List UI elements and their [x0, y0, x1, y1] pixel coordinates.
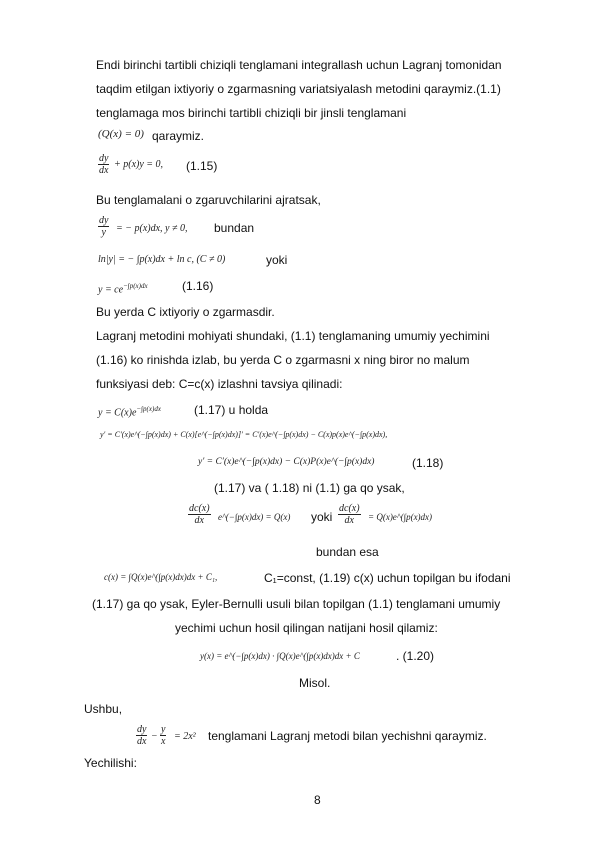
formula-example-minus: −: [151, 731, 158, 742]
formula-log: ln|y| = − ∫p(x)dx + ln c, (C ≠ 0): [98, 254, 226, 265]
formula-1-17-base: y = C(x)e: [98, 407, 137, 419]
text-bundan-esa: bundan esa: [316, 545, 379, 559]
equation-number-1-18: (1.18): [412, 456, 444, 470]
formula-1-19: c(x) = ∫Q(x)e^(∫p(x)dx)dx + C₁,: [104, 572, 218, 582]
page-number: 8: [314, 793, 321, 807]
formula-dc-1: e^(−∫p(x)dx) = Q(x): [218, 512, 291, 522]
fraction-denominator: dx: [194, 515, 204, 526]
fraction-numerator: dc(x): [189, 503, 210, 514]
text-line-20: (1.17) ga qo ysak, Eyler-Bernulli usuli bilan topilgan (1.1) tenglamani umumiy: [92, 597, 501, 611]
text-line-19: C₁=const, (1.19) c(x) uchun topilgan bu ifodani: [264, 571, 511, 585]
formula-1-17-exponent: −∫p(x)dx: [136, 405, 161, 413]
fraction-denominator: y: [101, 227, 106, 238]
heading-misol: Misol.: [299, 676, 331, 690]
fraction-numerator: y: [161, 724, 166, 735]
formula-1-16-exponent: −∫p(x)dx: [123, 282, 148, 290]
formula-example-rhs: = 2x²: [174, 731, 196, 742]
equation-number-1-17: (1.17) u holda: [194, 403, 269, 417]
formula-dc-fraction-1: [188, 503, 211, 526]
text-yechilishi: Yechilishi:: [84, 756, 137, 770]
text-ushbu: Ushbu,: [84, 702, 123, 716]
formula-example-fraction-2: [160, 724, 166, 747]
text-line-1: Endi birinchi tartibli chiziqli tenglamani integrallash uchun Lagranj tomonidan: [96, 58, 502, 72]
text-line-24: tenglamani Lagranj metodi bilan yechishni qaraymiz.: [208, 729, 487, 743]
text-line-16: (1.17) va ( 1.18) ni (1.1) ga qo ysak,: [214, 481, 405, 495]
formula-1-17: [98, 404, 161, 418]
text-yoki-1: yoki: [266, 253, 288, 267]
text-bundan: bundan: [214, 221, 255, 235]
fraction-denominator: x: [161, 736, 166, 747]
fraction-denominator: dx: [137, 736, 147, 747]
formula-separation-fraction: [98, 215, 109, 238]
formula-dc-fraction-2: [338, 503, 361, 526]
fraction-numerator: dc(x): [339, 503, 360, 514]
formula-1-16-base: y = ce: [98, 284, 124, 296]
equation-number-1-16: (1.16): [182, 279, 214, 293]
formula-separation: = − p(x)dx, y ≠ 0,: [116, 223, 188, 234]
text-line-11: Lagranj metodini mohiyati shundaki, (1.1) tenglamaning umumiy yechimini: [96, 329, 490, 343]
text-yoki-2: yoki: [311, 510, 333, 524]
text-line-3: tenglamaga mos birinchi tartibli chiziqli bir jinsli tenglamani: [96, 106, 407, 120]
formula-1-16: [98, 281, 148, 295]
equation-number-1-15: (1.15): [186, 159, 218, 173]
text-line-2: taqdim etilgan ixtiyoriy o zgarmasning variatsiyalash metodini qaraymiz.(1.1): [96, 82, 501, 96]
formula-example-fraction-1: [136, 724, 147, 747]
fraction-numerator: dy: [99, 215, 109, 226]
formula-q-zero: (Q(x) = 0): [98, 128, 144, 140]
text-line-6: Bu tenglamalani o zgaruvchilarini ajratsak,: [96, 193, 321, 207]
text-line-12: (1.16) ko rinishda izlab, bu yerda C o zgarmasni x ning biror no malum: [96, 353, 470, 367]
text-line-21: yechimi uchun hosil qilingan natijani hosil qilamiz:: [175, 621, 438, 635]
text-line-13: funksiyasi deb: C=c(x) izlashni tavsiya qilinadi:: [96, 377, 343, 391]
fraction-denominator: dx: [99, 165, 109, 176]
fraction-numerator: dy: [99, 153, 109, 164]
formula-1-20: y(x) = e^(−∫p(x)dx) · ∫Q(x)e^(∫p(x)dx)dx + C: [200, 651, 360, 661]
fraction-denominator: dx: [344, 515, 354, 526]
equation-number-1-20: . (1.20): [396, 649, 435, 663]
fraction-numerator: dy: [137, 724, 147, 735]
formula-1-15-fraction: [98, 153, 109, 176]
text-line-10: Bu yerda C ixtiyoriy o zgarmasdir.: [96, 305, 275, 319]
formula-1-15: + p(x)y = 0,: [114, 159, 164, 170]
text-line-4: qaraymiz.: [152, 129, 205, 143]
formula-1-18: y′ = C′(x)e^(−∫p(x)dx) − C(x)P(x)e^(−∫p(x)dx): [198, 457, 375, 467]
formula-derivative-expansion: y′ = C′(x)e^(−∫p(x)dx) + C(x)[e^(−∫p(x)dx)]′ = C′(x)e^(−∫p(x)dx) − C(x)p(x)e^(−∫p(x)dx),: [100, 430, 388, 439]
formula-dc-2: = Q(x)e^(∫p(x)dx): [368, 512, 433, 522]
